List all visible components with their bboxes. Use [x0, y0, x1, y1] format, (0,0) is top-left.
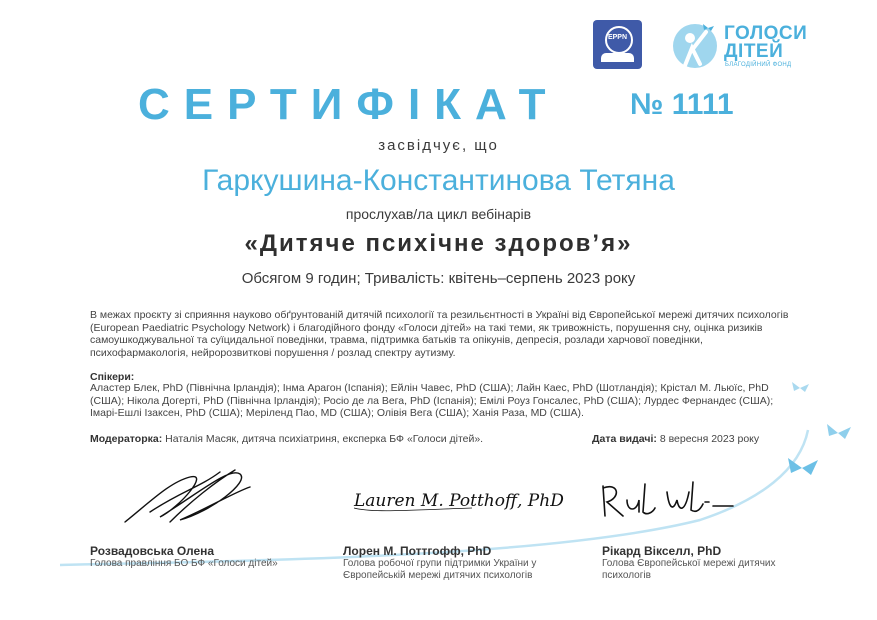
signer-1	[90, 544, 330, 570]
signer-3	[602, 544, 802, 582]
signer-2-role: Голова робочої групи підтримки України у Європейській мережі дитячих психологів	[343, 558, 537, 581]
moderator-line	[90, 433, 483, 445]
project-description: В межах проєкту зі сприяння науково обґрунтованій дитячій психології та резильєнтності в Україні від Європейської мережі дитячих психологів (European Paediatric Psychology Network) і благодійного фонду «Голоси дітей» на такі теми, як тривожність, порушення сну, оцінка ризиків самоушкоджувальної та суїцидальної поведінки, травма, підтримка батьків та опікунів, депресія, розлади харчової поведінки, психофармакологія, нейророзвиткові порушення / розлад спектру аутизму.	[90, 309, 789, 360]
issue-date-line	[592, 433, 759, 445]
completed-text: прослухав/ла цикл вебінарів	[345, 206, 532, 222]
signer-1-role: Голова правління БО БФ «Голоси дітей»	[90, 558, 278, 569]
golosy-ditey-logo	[670, 18, 820, 76]
signer-3-name: Рікард Вікселл, PhD	[602, 544, 722, 558]
moderator-label: Модераторка:	[90, 433, 163, 445]
svg-text:Lauren M. Potthoff, PhD: Lauren M. Potthoff, PhD	[354, 491, 564, 511]
moderator-value: Наталія Масяк, дитяча психіатриня, експерка БФ «Голоси дітей».	[165, 433, 484, 445]
golosy-logo-subtitle: БЛАГОДІЙНИЙ ФОНД	[725, 62, 792, 68]
certifies-text: засвідчує, що	[378, 137, 499, 154]
golosy-logo-line1: ГОЛОСИ	[724, 23, 808, 44]
course-volume: Обсягом 9 годин; Тривалість: квітень–серпень 2023 року	[241, 270, 636, 287]
speakers-heading: Спікери:	[90, 371, 135, 383]
signer-2	[343, 544, 583, 582]
certificate-title: СЕРТИФІКАТ	[138, 80, 560, 129]
course-title: «Дитяче психічне здоров’я»	[244, 230, 633, 257]
child-figure-icon	[670, 18, 720, 76]
golosy-logo-line2: ДІТЕЙ	[724, 41, 784, 62]
butterfly-icon	[788, 458, 818, 475]
issue-date-label: Дата видачі:	[592, 433, 657, 445]
issue-date-value: 8 вересня 2023 року	[659, 433, 760, 445]
speakers-list: Аластер Блек, PhD (Північна Ірландія); Інма Арагон (Іспанія); Ейлін Чавес, PhD (США); Лайн Каес, PhD (Шотландія); Крістал М. Льюїс, PhD (США); Нікола Догерті, PhD (Північна Ірландія); Росіо де ла Вега, PhD (Іспанія); Емілі Роуз Гонсалес, PhD (США); Лурдес Фернандес (США); Імарі-Ешлі Ізаксен, PhD (США); Меріленд Пао, MD (США); Олівія Вега (США); Ханія Раза, MD (США).	[90, 382, 774, 420]
signer-3-role: Голова Європейської мережі дитячих психологів	[602, 558, 776, 581]
signature-2-image	[352, 478, 564, 518]
signature-3-image	[597, 478, 737, 523]
certificate-number: № 1111	[630, 88, 734, 121]
butterfly-icon	[792, 382, 809, 392]
butterfly-icon	[827, 424, 851, 439]
signature-1-image	[120, 462, 260, 532]
eppn-logo-text: EPPN	[607, 34, 628, 41]
signer-2-name: Лорен М. Поттгофф, PhD	[343, 544, 492, 558]
recipient-name: Гаркушина-Константинова Тетяна	[202, 164, 675, 197]
eppn-logo	[593, 20, 642, 69]
signer-1-name: Розвадовська Олена	[90, 544, 215, 558]
